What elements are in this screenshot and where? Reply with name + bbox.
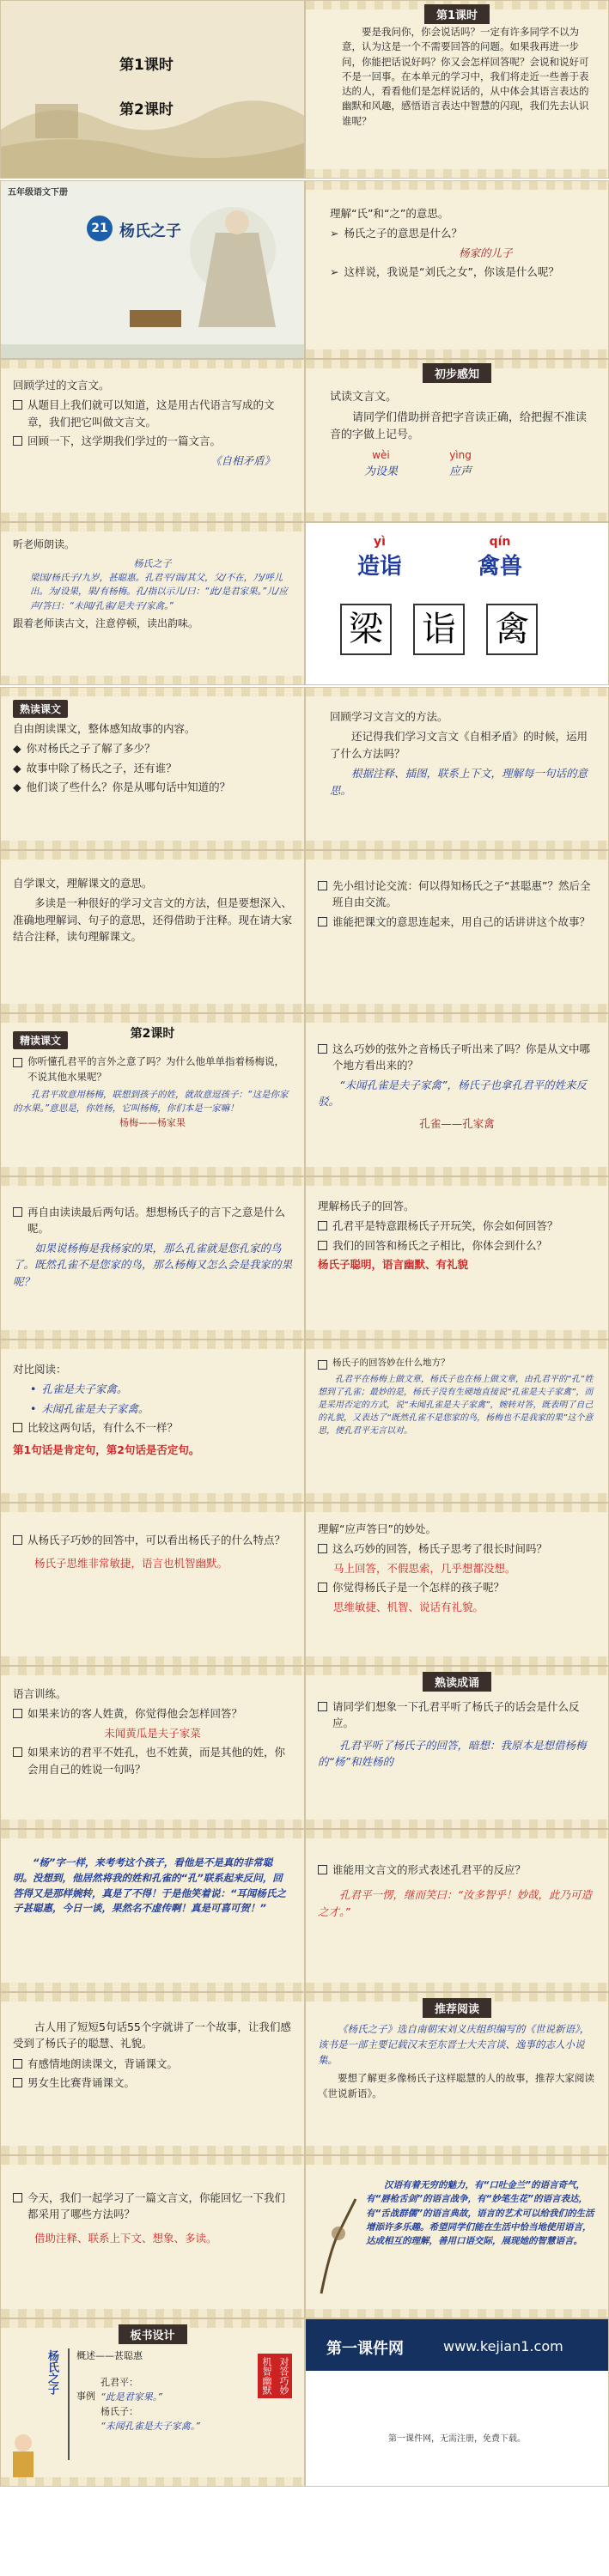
answer-1: 杨氏子聪明，语言幽默、有礼貌: [318, 1258, 469, 1272]
question-1: 杨氏子的回答妙在什么地方？: [332, 1358, 450, 1368]
brand-name[interactable]: 第一课件网: [326, 2340, 404, 2358]
section-tab: 初步感知: [423, 363, 491, 383]
board-title: 杨氏之子: [46, 2350, 58, 2395]
word-1: 造诣: [357, 554, 403, 580]
question-1: 从杨氏子巧妙的回答中，可以看出杨氏子的什么特点？: [27, 1534, 286, 1546]
bullet-1: [318, 1698, 596, 1732]
question-3: 他们谈了些什么？你是从哪句话中知道的？: [26, 781, 231, 794]
reading-instruction: 请同学们借助拼音把字音读正确，给把握不准读音的字做上记号。: [330, 411, 588, 442]
word-2: 禽兽: [478, 554, 523, 580]
question-1: 杨氏之子的意思是什么？: [344, 227, 462, 240]
bullet-1: [13, 2190, 292, 2223]
grade-label: 五年级语文下册: [8, 188, 68, 197]
checkbox-icon: [13, 1535, 22, 1545]
checkbox-icon: [13, 1207, 22, 1217]
char-box-3: 禽: [486, 604, 538, 655]
pinyin-2: qín: [489, 535, 511, 549]
question-main: 理解“氏”和“之”的意思。: [330, 207, 449, 220]
tag-clever-reply: 对答巧妙: [275, 2354, 292, 2398]
bullet-1: [318, 1540, 596, 1557]
checkbox-icon: [318, 1044, 327, 1054]
answer-1: 杨家的儿子: [459, 246, 513, 259]
ink-painting-decoration: [313, 2182, 364, 2302]
board-example-label: 事例: [76, 2391, 95, 2403]
dot-bullet-icon: •: [30, 1382, 37, 1396]
checkbox-icon: [13, 400, 22, 410]
slide-last-sentences: [0, 1176, 305, 1340]
word-2: 应声: [449, 465, 472, 479]
slide-recitation: [305, 1666, 609, 1829]
landscape-illustration: [1, 1, 305, 179]
diamond-bullet-icon: ◆: [13, 781, 21, 794]
answer-1: 借助注释、联系上下文、想象、多读。: [34, 2231, 217, 2245]
summary-text: 古人用了短短5句话55个字就讲了一个故事，让我们感受到了杨氏子的聪慧、礼貌。: [13, 2020, 291, 2050]
reading-recommend: 要想了解更多像杨氏子这样聪慧的人的故事，推荐大家阅读《世说新语》。: [318, 2072, 594, 2100]
question-1: 比较这两句话，有什么不一样？: [27, 1421, 179, 1435]
text-title: 杨氏之子: [133, 557, 172, 569]
section-tab: 熟读成诵: [423, 1672, 491, 1692]
answer-2: 思维敏捷、机智、说话有礼貌。: [333, 1600, 484, 1613]
website-link[interactable]: www.kejian1.com: [443, 2338, 563, 2354]
section-tab: 板书设计: [118, 2324, 186, 2344]
checkbox-icon: [13, 1709, 22, 1718]
bullet-1: [13, 1419, 292, 1436]
diamond-bullet-icon: ◆: [13, 742, 21, 756]
reading-instruction: 自由朗读课文，整体感知故事的内容。: [13, 722, 196, 735]
question-2: 你觉得杨氏子是一个怎样的孩子呢？: [332, 1581, 505, 1595]
checkbox-icon: [13, 2059, 22, 2069]
slide-initial-reading: [305, 359, 609, 522]
question-1: 谁能用文言文的形式表述孔君平的反应？: [332, 1863, 527, 1876]
pinyin-1: yì: [374, 535, 386, 549]
bullet-1: [13, 1532, 292, 1548]
answer-1: 杨氏子思维非常敏捷，语言也机智幽默。: [34, 1557, 228, 1571]
bullet-3: [13, 779, 292, 795]
sentence-2: [30, 1400, 292, 1417]
pinyin-1: wèi: [372, 449, 390, 462]
slide-methods-recall: [0, 2155, 305, 2318]
checkbox-icon: [13, 2078, 22, 2087]
compare-title: 对比阅读：: [13, 1363, 67, 1376]
discussion-1: 先小组讨论交流：何以得知杨氏之子“甚聪惠”？然后全班自由交流。: [332, 879, 591, 909]
training-title: 语言训练。: [13, 1687, 67, 1700]
slide-review: [0, 359, 305, 522]
slide-summary: [0, 1992, 305, 2155]
intro-paragraph: 要是我问你，你会说话吗？一定有许多同学不以为意，认为这是一个不需要回答的问题。如果我再进一步问，你能把话说好吗？你又会怎样回答呢？会说和说好可不是一回事。在本单元的学习中，我们将走近一些善于表达的人，看看他们是怎样说话的，从中体会其语言表达的幽默和风趣，感悟语言表达中智慧的闪现，我们先去认识谁呢？: [342, 26, 589, 127]
bullet-2: [13, 760, 292, 776]
board-summary: 概述——甚聪惠: [76, 2350, 143, 2361]
answer-1: 未闻黄瓜是夫子家菜: [104, 1726, 201, 1740]
tag-witty: 机智幽默: [258, 2354, 275, 2398]
reaction-text: “杨”字一样，来考考这个孩子，看他是不是真的非常聪明。没想到，他居然将我的姓和孔雀的“孔”联系起来反问，回答得又是那样婉转，真是了不得！于是他笑着说：“耳闻杨氏之子甚聪惠，今日一谈，果然名不虚传啊！真是可喜可贺！”: [13, 1856, 286, 1915]
question-2: 如果来访的君平不姓孔，也不姓黄，而是其他的姓，你会用自己的姓说一句吗？: [27, 1746, 286, 1776]
slide-intensive-reading: [0, 1013, 305, 1176]
char-box-1: 梁: [340, 604, 392, 655]
bullet-2: [318, 1579, 596, 1595]
answer-1: 孔君平在杨梅上做文章，杨氏子也在杨上做文章，由孔君平的“孔”姓想到了孔雀；最妙的是，杨氏子没有生硬地直接说“孔雀是夫子家禽”，而是采用否定的方式，说“未闻孔雀是夫子家禽”，婉转对答，既表明了自己的礼貌，又表达了“既然孔雀不是您家的鸟，杨梅也不是我家的果”这个意思，使孔君平无言以对。: [318, 1374, 594, 1436]
answer-1: 第1句话是肯定句，第2句话是否定句。: [13, 1443, 200, 1456]
question-1: 你听懂孔君平的言外之意了吗？为什么他单单指着杨梅说，不说其他水果呢？: [27, 1055, 284, 1083]
checkbox-icon: [13, 1058, 22, 1067]
checkbox-icon: [13, 1747, 22, 1757]
relation-note: 杨梅——杨家果: [119, 1117, 186, 1129]
section-tab: 推荐阅读: [423, 1998, 491, 2018]
task-1: 有感情地朗读课文，背诵课文。: [27, 2057, 179, 2070]
relation-note: 孔雀——孔家禽: [419, 1116, 495, 1130]
answer-1: 孔君平听了杨氏子的回答，暗想：我原本是想借杨梅的“杨”和姓杨的: [318, 1738, 587, 1769]
listen-instruction: 跟着老师读古文，注意停顿，读出韵味。: [13, 617, 199, 630]
download-note: 第一课件网，无需注册，免费下载。: [388, 2434, 526, 2444]
reading-intro: 《杨氏之子》选自南朝宋刘义庆组织编写的《世说新语》，该书是一部主要记载汉末至东晋士大夫言谈、逸事的志人小说集。: [318, 2023, 590, 2066]
task-2: 男女生比赛背诵课文。: [27, 2076, 136, 2090]
answer-1: 孔君平故意用杨梅，联想到孩子的姓，就故意逗孩子：“这是你家的水果。”意思是，你姓杨，它叫杨梅，你们本是一家嘛！: [13, 1089, 289, 1114]
boy-illustration: [6, 2431, 40, 2482]
speaker-2-quote: “未闻孔雀是夫子家禽。”: [100, 2421, 200, 2433]
bullet-1: [318, 1041, 596, 1074]
question-1: 如果来访的客人姓黄，你觉得他会怎样回答？: [27, 1707, 243, 1721]
bullet-1: [13, 1204, 292, 1237]
speaker-2: 杨氏子：: [100, 2406, 138, 2418]
slide-intro: [305, 0, 609, 179]
pinyin-2: yìng: [449, 449, 472, 462]
method-title: 回顾学习文言文的方法。: [330, 710, 448, 723]
discussion-2: 谁能把课文的意思连起来，用自己的话讲讲这个故事？: [332, 914, 591, 928]
checkbox-icon: [13, 436, 22, 446]
arrow-bullet-icon: ➢: [330, 227, 339, 240]
slide-compare: [0, 1340, 305, 1503]
slide-discussion: [305, 850, 609, 1013]
lesson-1-title: 第1课时: [119, 57, 174, 74]
question-1: 这么巧妙的弦外之音杨氏子听出来了吗？你是从文中哪个地方看出来的？: [332, 1042, 591, 1072]
slide-reply-speed: [305, 1503, 609, 1666]
question-2: 这样说，我说是“刘氏之女”，你该是什么呢？: [344, 265, 559, 279]
sentence-text-1: 孔雀是夫子家禽。: [41, 1382, 128, 1396]
question-2: 故事中除了杨氏之子，还有谁？: [26, 761, 177, 775]
slide-board-design: [0, 2318, 305, 2487]
bullet-1: [13, 740, 292, 756]
question-1: 今天，我们一起学习了一篇文言文，你能回忆一下我们都采用了哪些方法吗？: [27, 2191, 286, 2221]
answer-1: 马上回答，不假思索，几乎想都没想。: [333, 1561, 516, 1575]
bullet-1: [13, 2056, 292, 2072]
classical-text: 梁国/杨氏子/九岁，甚聪惠。孔君平/诣/其父，父/不在，乃/呼儿出。为/设果，果/有杨梅。孔/指以示儿/曰：“此/是君家果。”儿/应声/答曰：“未闻/孔雀/是夫子/家禽。”: [30, 572, 288, 612]
review-item-1: 从题目上我们就可以知道，这是用古代语言写成的文章，我们把它叫做文言文。: [27, 398, 275, 428]
slide-subtext: [305, 1013, 609, 1176]
checkbox-icon: [318, 1865, 327, 1874]
review-title: 回顾学过的文言文。: [13, 379, 110, 392]
answer-1: 如果说杨梅是我杨家的果，那么孔雀就是您孔家的鸟了。既然孔雀不是您家的鸟，那么杨梅又怎么会是我家的果呢？: [13, 1241, 293, 1288]
slide-classical-reaction: [305, 1829, 609, 1992]
checkbox-icon: [318, 917, 327, 927]
slide-website-footer: [305, 2318, 609, 2487]
slide-kong-reaction: [0, 1829, 305, 1992]
bullet-1: [318, 1862, 596, 1878]
bullet-2: [13, 2075, 292, 2091]
slide-listen: [0, 522, 305, 685]
section-tab: 精读课文: [13, 1031, 68, 1049]
sentence-1: [30, 1381, 292, 1397]
bullet-2: [330, 264, 596, 280]
slide-language-charm: [305, 2155, 609, 2318]
question-1: 再自由读读最后两句话。想想杨氏子的言下之意是什么呢。: [27, 1206, 286, 1236]
lesson-title: 杨氏之子: [119, 222, 181, 240]
lesson-2-title: 第2课时: [119, 101, 174, 118]
question-1: 你对杨氏之子了解了多少？: [26, 742, 155, 756]
checkbox-icon: [318, 1583, 327, 1592]
bullet-1: [318, 878, 596, 911]
checkbox-icon: [13, 2193, 22, 2202]
listen-title: 听老师朗读。: [13, 538, 76, 550]
slide-recommended-reading: [305, 1992, 609, 2155]
bullet-1: [330, 225, 596, 241]
self-study-title: 自学课文，理解课文的意思。: [13, 877, 153, 890]
checkbox-icon: [318, 1702, 327, 1711]
dot-bullet-icon: •: [30, 1401, 37, 1415]
checkbox-icon: [318, 881, 327, 890]
bullet-1: [318, 1357, 596, 1370]
slide-language-training: [0, 1666, 305, 1829]
method-answer: 根据注释、插图，联系上下文，理解每一句话的意思。: [330, 767, 588, 797]
bullet-2: [13, 1744, 292, 1777]
slide-familiar-reading: [0, 687, 305, 850]
section-tab: 熟读课文: [13, 700, 68, 718]
slide-characters: [305, 522, 609, 685]
bullet-2: [13, 433, 292, 449]
slide-self-study: [0, 850, 305, 1013]
quote-answer: “未闻孔雀是夫子家禽”，杨氏子也拿孔君平的姓来反驳。: [318, 1078, 587, 1109]
review-answer: 《自相矛盾》: [210, 453, 275, 467]
checkbox-icon: [13, 1423, 22, 1432]
question-1: 孔君平是特意跟杨氏子开玩笑，你会如何回答？: [332, 1219, 558, 1233]
bullet-1: [13, 1054, 292, 1085]
slide-understand-words: [305, 180, 609, 359]
lesson-tab: 第2课时: [130, 1027, 175, 1041]
diamond-bullet-icon: ◆: [13, 761, 21, 775]
question-2: 我们的回答和杨氏之子相比，你体会到什么？: [332, 1238, 548, 1252]
checkbox-icon: [318, 1544, 327, 1553]
lesson-number-badge: 21: [87, 216, 113, 241]
checkbox-icon: [318, 1241, 327, 1250]
slide-answer-understanding: [305, 1176, 609, 1340]
speaker-1: 孔君平：: [100, 2377, 138, 2389]
word-1: 为设果: [364, 465, 399, 479]
answer-1: 孔君平一愣，继而笑曰：“汝多智乎！妙哉，此乃可造之才。”: [318, 1888, 592, 1918]
checkbox-icon: [318, 1360, 327, 1370]
slide-traits: [0, 1503, 305, 1666]
charm-text: 汉语有着无穷的魅力，有“口吐金兰”的语言奇气，有“唇枪舌剑”的语言战争，有“妙笔生花”的语言表达，有“舌战群儒”的语言典故，语言的艺术可以给我们的生活增添许多乐趣。希望同学们能在生活中恰当地使用语言，达成相互的理解，善用口语交际，展现她的智慧语言。: [366, 2180, 594, 2247]
question-1: 这么巧妙的回答，杨氏子思考了很长时间吗？: [332, 1542, 548, 1556]
bullet-1: [318, 1218, 596, 1234]
slide-method-review: [305, 687, 609, 850]
speaker-1-quote: “此是君家果。”: [100, 2391, 162, 2403]
self-study-text: 多读是一种很好的学习文言文的方法，但是要想深入、准确地理解词、句子的意思，还得借助于注释。现在请大家结合注释，读句理解课文。: [13, 896, 293, 944]
checkbox-icon: [318, 1221, 327, 1230]
char-box-2: 诣: [413, 604, 465, 655]
scholar-illustration: [1, 181, 305, 359]
bullet-2: [318, 1237, 596, 1254]
bullet-2: [318, 914, 596, 930]
slide-title-cover: [0, 180, 305, 359]
sentence-text-2: 未闻孔雀是夫子家禽。: [41, 1401, 149, 1415]
answer-title: 理解杨氏子的回答。: [318, 1200, 415, 1212]
question-1: 请同学们想象一下孔君平听了杨氏子的话会是什么反应。: [332, 1700, 580, 1730]
method-question: 还记得我们学习文言文《自相矛盾》的时候，运用了什么方法吗？: [330, 730, 588, 760]
reading-title: 试读文言文。: [330, 391, 398, 404]
reply-title: 理解“应声答曰”的妙处。: [318, 1522, 436, 1535]
review-item-2: 回顾一下，这学期我们学过的一篇文言。: [27, 434, 222, 448]
lesson-tab: 第1课时: [424, 4, 490, 24]
slide-clever-answer: [305, 1340, 609, 1503]
bullet-1: [13, 397, 292, 430]
bullet-1: [13, 1705, 292, 1722]
arrow-bullet-icon: ➢: [330, 265, 339, 279]
slide-lesson-cover: [0, 0, 305, 179]
